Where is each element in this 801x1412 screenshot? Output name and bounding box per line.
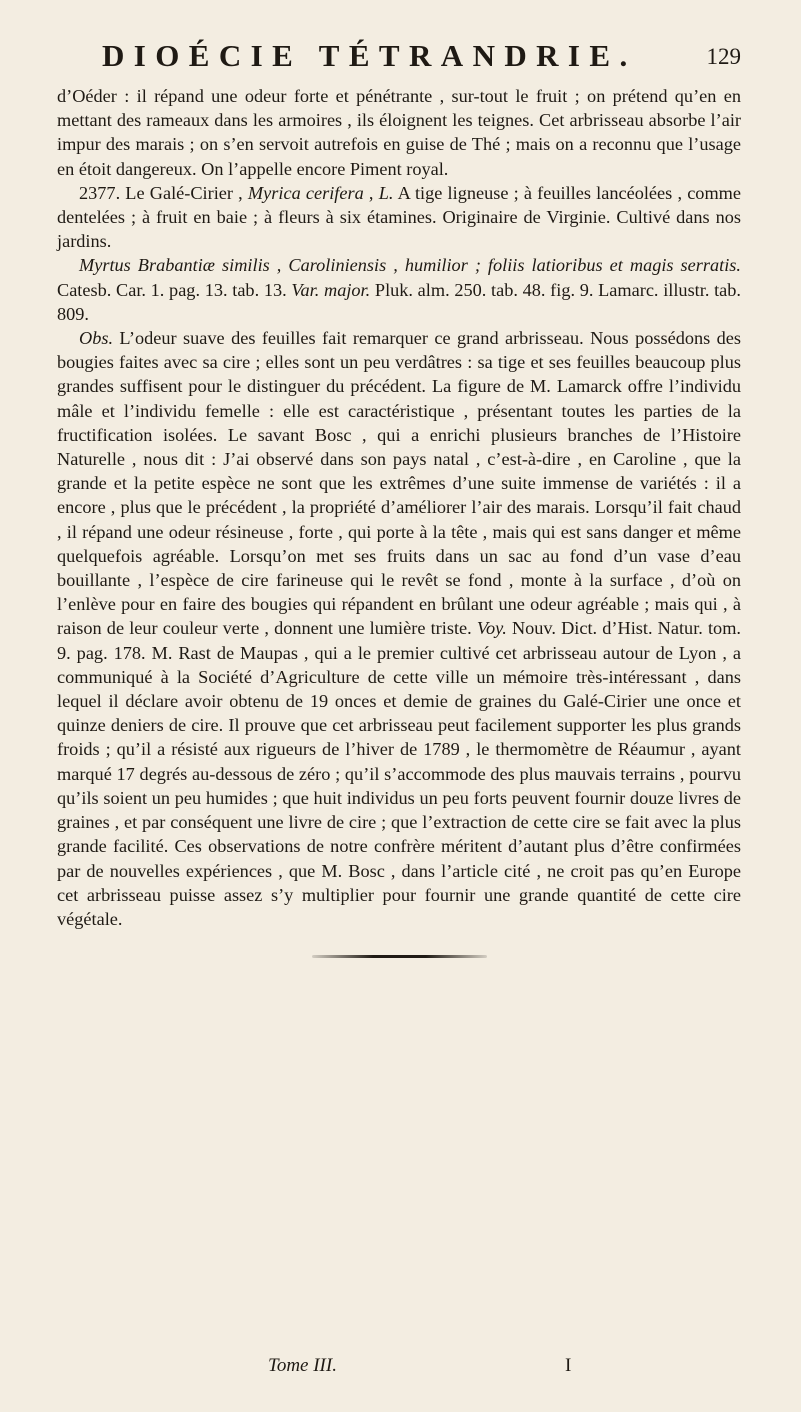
page-number: 129 [706,44,741,69]
paragraph [57,253,741,326]
text-run: A tige ligneuse ; à feuilles lancéolées , comme dentelées ; à fruit en baie ; à fleurs à six étamines. Originaire de Virginie. Cultivé dans nos jardins. [57,182,741,252]
italic-text-run: Var. major. [291,279,371,300]
text-run: Catesb. Car. 1. pag. 13. tab. 13. [57,279,292,300]
page-footer [0,1355,801,1387]
paragraph [57,181,741,254]
italic-text-run: Obs. [79,328,114,349]
volume-note: Tome III. [268,1355,337,1376]
paragraph [57,84,741,181]
text-run: L’odeur suave des feuilles fait remarquer ce grand arbrisseau. Nous possédons des bougies faites avec sa cire ; elles sont un peu verdâtres : sa tige et ses feuilles beaucoup plus grandes suffisent pour le distinguer du précédent. La figure de M. Lamarck offre l’individu mâle et l’individu femelle : elle est caractéristique , présentant toutes les parties de la fructification isolées. Le savant Bosc , qui a enrichi plusieurs branches de l’Histoire Naturelle , nous dit : J’ai observé dans son pays natal , c’est-à-dire , en Caroline , que la grande et la petite espèce ne sont que les extrêmes d’une suite immense de variétés : il a encore , plus que le précédent , la propriété d’améliorer l’air des marais. Lorsqu’il fait chaud , il répand une odeur résineuse , forte , qui porte à la tête , mais qui est sans danger et même quelquefois agréable. Lorsqu’on met ses fruits dans un sac au fond d’un vase d’eau bouillante , l’espèce de cire farineuse qui le revêt se fond , monte à la surface , d’où on l’enlève pour en faire des bougies qui répandent en brûlant une odeur agréable ; mais qui , à raison de leur couleur verte , donnent une lumière triste. [57,328,741,639]
italic-text-run: Voy. [476,618,507,639]
running-head: DIOÉCIE TÉTRANDRIE. [102,38,637,73]
section-divider-rule [312,955,487,958]
text-run: Nouv. Dict. d’Hist. Natur. tom. 9. pag. 178. M. Rast de Maupas , qui a le premier cultivé cet arbrisseau autour de Lyon , a communiqué à la Société d’Agriculture de cette ville un mémoire très-intéressant , dans lequel il déclare avoir obtenu de 19 onces et demie de graines du Galé-Cirier une once et quinze deniers de cire. Il prouve que cet arbrisseau peut facilement supporter les plus grands froids ; qu’il a résisté aux rigueurs de l’hiver de 1789 , le thermomètre de Réaumur , ayant marqué 17 degrés au-dessous de zéro ; qu’il s’accommode des plus mauvais terrains , pourvu qu’ils soient un peu humides ; que huit individus un peu forts peuvent fournir douze livres de graines , et par conséquent une livre de cire ; que l’extraction de cette cire se fait avec la plus grande facilité. Ces observations de notre confrère méritent d’autant plus d’être confirmées par de nouvelles expériences , que M. Bosc , dans l’article cité , ne croit pas qu’en Europe cet arbrisseau puisse assez s’y multiplier pour fournir une grande quantité de cette cire végétale. [57,618,741,929]
paragraph [57,326,741,931]
body-text [57,84,741,931]
page-header [57,38,741,88]
text-run: d’Oéder : il répand une odeur forte et pénétrante , sur-tout le fruit ; on prétend qu’en en mettant des rameaux dans les armoires , ils éloignent les teignes. Cet arbrisseau absorbe l’air impur des marais ; on s’en servoit autrefois en guise de Thé ; mais on a reconnu que l’usage en étoit dangereux. On l’appelle encore Piment royal. [57,86,741,179]
italic-text-run: Myrtus Brabantiæ similis , Caroliniensis , humilior ; foliis latioribus et magis serratis. [79,255,741,276]
italic-text-run: Myrica cerifera [247,182,364,203]
text-run: Pluk. alm. 250. tab. 48. fig. 9. Lamarc. illustr. tab. 809. [57,279,741,324]
italic-text-run: L. [378,182,394,203]
text-run: , [363,182,379,203]
text-run: 2377. Le Galé-Cirier , [79,182,248,203]
signature-mark: I [565,1355,572,1376]
